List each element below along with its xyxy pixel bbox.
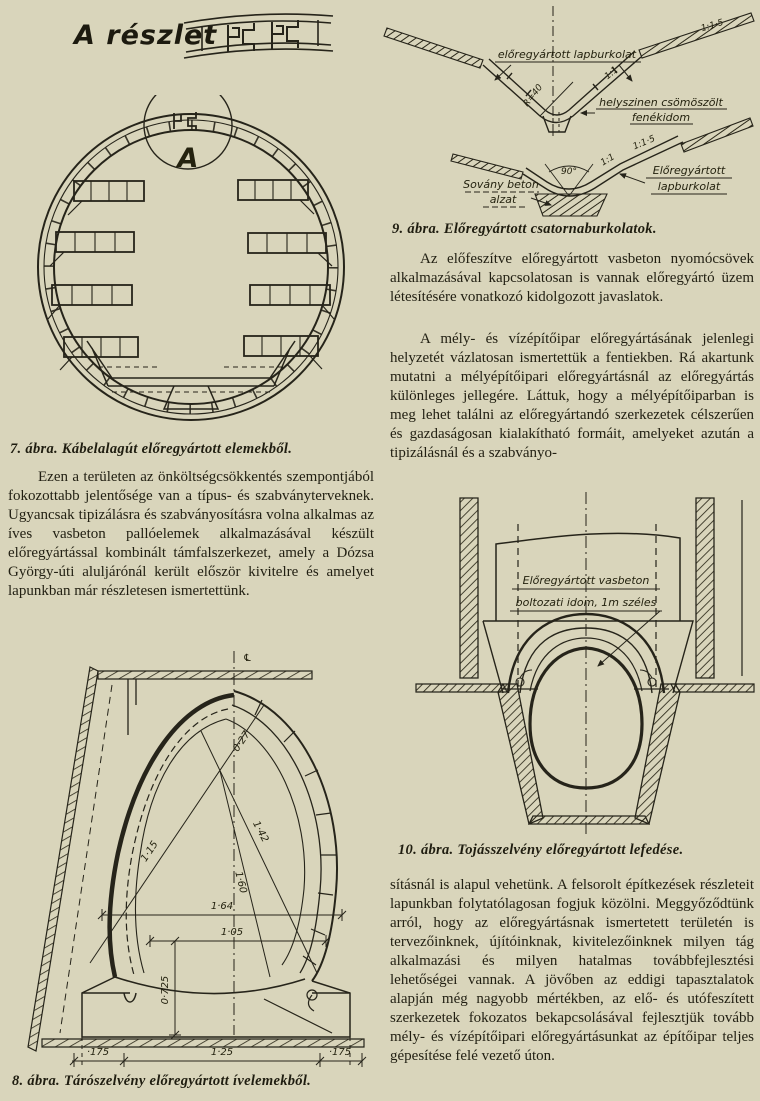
dim-175-left: ·175 bbox=[86, 1047, 110, 1058]
dimension-rays bbox=[90, 705, 317, 977]
label-plate2-2: lapburkolat bbox=[657, 180, 721, 193]
label-bottom-1: helyszinen csömöszölt bbox=[599, 96, 723, 109]
figure-9-drawing bbox=[383, 2, 760, 218]
dim-125: 1·25 bbox=[210, 1047, 234, 1058]
figure-7-drawing bbox=[8, 95, 373, 440]
detail-a-joint-drawing bbox=[180, 6, 338, 74]
joint-band bbox=[184, 14, 333, 58]
dim-164: 1·64 bbox=[210, 901, 234, 912]
right-paragraph-1: Az előfeszítve előregyártott vasbeton nyomócsövek alkalmazásával kapcsolatosan is vannak előregyártó üzem létesítésére vonatkozó kidolgozott javaslatok. bbox=[390, 251, 754, 305]
tunnel-floor bbox=[87, 341, 295, 409]
label-slope-1-15-b: 1:1·5 bbox=[631, 134, 657, 153]
label-lean-2: alzat bbox=[489, 193, 517, 206]
dim-105: 1·05 bbox=[220, 927, 244, 938]
right-paragraph-3: sításnál is alapul vehetünk. A felsorolt építkezések részleteit lapunkban folytatólagosan fogjuk közölni. Meggyőződtünk arról, hogy az előregyártásnak ismertetett területén is tervezőinknek, újítóinknak, kivitelezőinknek milyen tág alkalmazási és milyen hatalmas továbbfejlesztési lehetőségei vannak. A jövőben az eddigi tapasztalatok alapján még nagyobb mértékben, az elő- és utófeszített szerkezetek fokozatos bekapcsolásával fejlesztjük tovább mély- és vízépítőipari előregyártásunkat az építőipar teljes gépesítése felé vezető úton. bbox=[390, 877, 754, 1064]
label-slope-1-1: 1:1 bbox=[602, 64, 621, 82]
cable-shelves-right bbox=[238, 180, 334, 369]
shaft-walls bbox=[416, 498, 754, 692]
figure-10-drawing bbox=[408, 486, 760, 838]
lower-ditch bbox=[451, 118, 753, 216]
dim-0725: 0·725 bbox=[160, 975, 171, 1005]
figure-9-caption: 9. ábra. Előregyártott csatornaburkolatok. bbox=[392, 221, 657, 237]
tunnel-profile bbox=[110, 691, 337, 994]
dim-160: 1·60 bbox=[232, 870, 249, 895]
pit-walls bbox=[498, 684, 680, 824]
left-paragraph-1: Ezen a területen az önköltségcsökkentés szempontjából fokozottabb jelentősége van a típus- és szabványterveknek. Ugyancsak tipizálásra és szabványosításra volna alkalmas az íves vasbeton pallóelemek alkalmazásával készült előregyártással kombinált támfalszerkezet, amely a Dózsa György-úti aluljárónál került először kivitelre és amelyet lapunkban már részletesen ismertettünk. bbox=[8, 469, 374, 599]
detail-a-heading: A részlet bbox=[74, 20, 218, 51]
figure-7-caption: 7. ábra. Kábelalagút előregyártott elemekből. bbox=[10, 441, 293, 457]
dim-142: 1·42 bbox=[250, 819, 271, 845]
arch-cover bbox=[483, 614, 693, 693]
dim-027: 0·27 bbox=[231, 729, 253, 754]
label-bottom-2: fenékidom bbox=[631, 111, 691, 124]
label-arch-1: Előregyártott vasbeton bbox=[522, 574, 650, 587]
label-slope-1-15: 1:1·5 bbox=[699, 17, 725, 35]
figure-8-caption: 8. ábra. Tárószelvény előregyártott ívelemekből. bbox=[12, 1073, 312, 1089]
right-paragraph-2: A mély- és vízépítőipar előregyártásának jelenlegi helyzetét vázlatosan ismertettük a fentiekben. Rá akartunk mutatni a mélyépítőipari előregyártásnál az előregyártás különleges jellegére. Láttuk, hogy a mélyépítőiparban is meg lehet találni az előregyártandó szerkezetek célszerűen és gazdaságosan kialakítható formáit, amelyeket azután a tipizálásnál és a szabványo- bbox=[390, 331, 754, 461]
foundation-block bbox=[82, 977, 350, 1037]
detail-letter-a: A bbox=[177, 143, 199, 174]
centerline-symbol: ℄ bbox=[243, 653, 252, 664]
joint-interlocks bbox=[228, 20, 298, 52]
label-plate2-1: Előregyártott bbox=[652, 164, 726, 177]
label-arch-2: boltozati idom, 1m széles bbox=[515, 596, 657, 609]
label-plate: előregyártott lapburkolat bbox=[497, 48, 637, 61]
label-90deg: 90° bbox=[561, 167, 577, 177]
cable-shelves-left bbox=[48, 181, 144, 370]
label-lean-1: Sovány beton bbox=[463, 178, 539, 191]
figure-10-caption: 10. ábra. Tojásszelvény előregyártott lefedése. bbox=[398, 842, 684, 858]
dim-175-right: ·175 bbox=[328, 1047, 352, 1058]
dim-115: 1·15 bbox=[139, 839, 161, 864]
upper-ditch bbox=[384, 6, 754, 140]
figure-8-drawing bbox=[12, 643, 377, 1068]
label-r40: R=40 bbox=[521, 82, 546, 109]
label-slope-1-1-b: 1:1 bbox=[599, 152, 617, 169]
